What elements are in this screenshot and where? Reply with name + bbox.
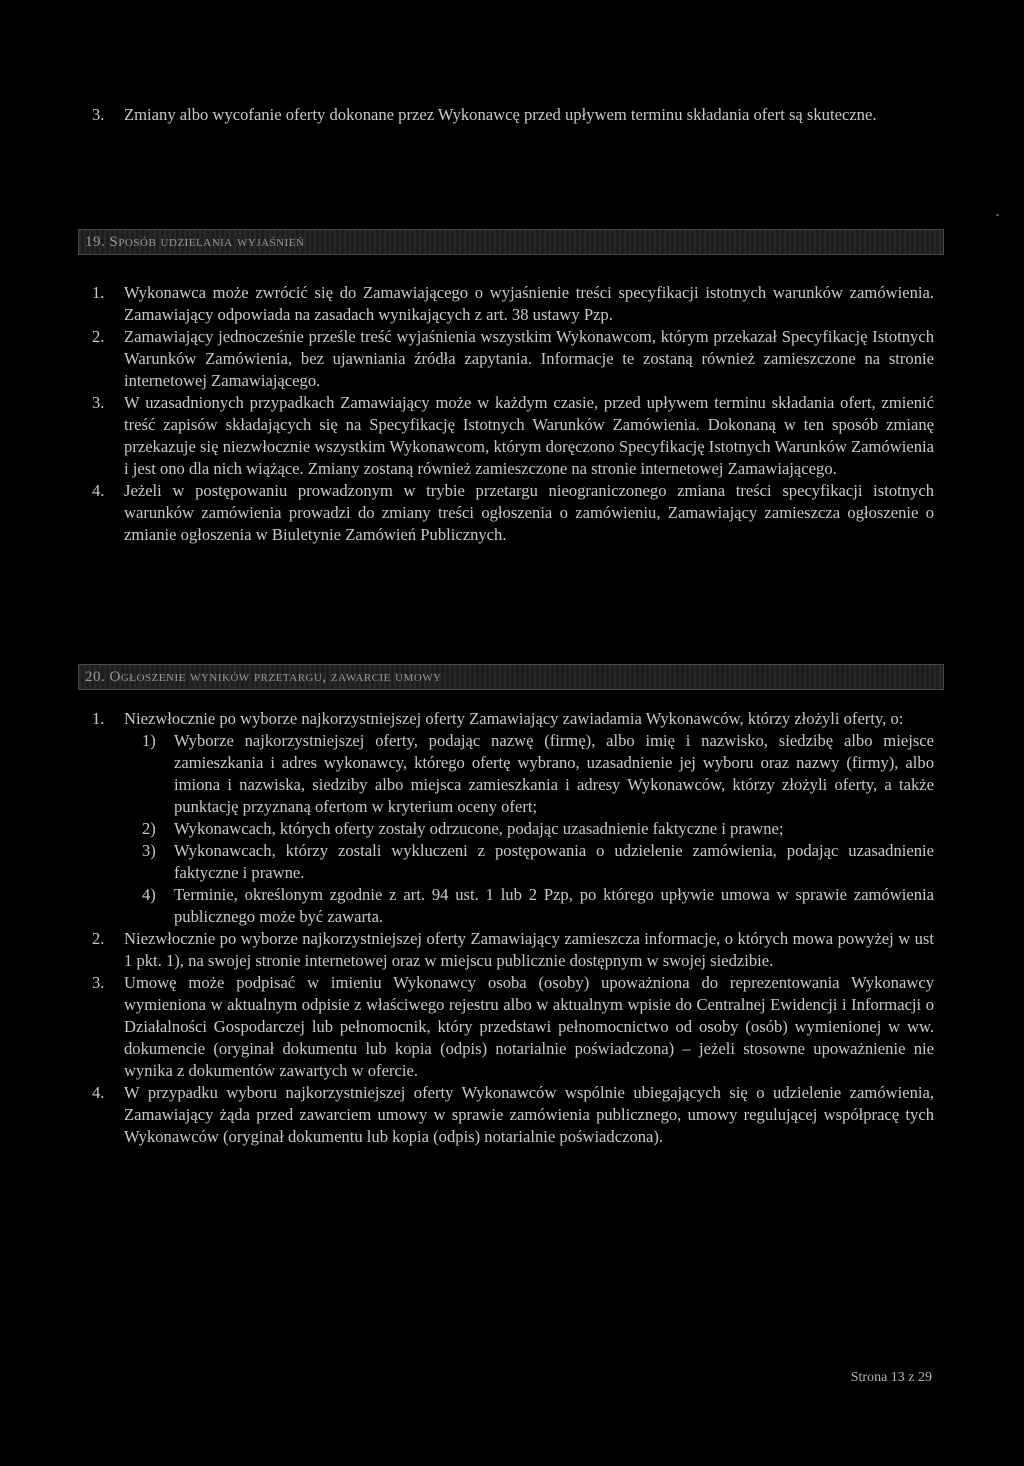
item-text: Jeżeli w postępowaniu prowadzonym w trybie przetargu nieograniczonego zmiana treści specyfikacji istotnych warunków zamówienia prowadzi do zmiany treści ogłoszenia o zamówieniu, Zamawiający zamieszcza ogłoszenie o zmianie ogłoszenia w Biuletynie Zamówień Publicznych. [124, 481, 934, 544]
item-number: 2. [92, 327, 105, 346]
sub-list-item [142, 818, 934, 840]
list-item [92, 928, 934, 972]
item-text: W uzasadnionych przypadkach Zamawiający może w każdym czasie, przed upływem terminu składania ofert, zmienić treść zapisów składających się na Specyfikację Istotnych Warunków Zamówienia. Dokonaną w ten sposób zmianę przekazuje się niezwłocznie wszystkim Wykonawcom, którym doręczono Specyfikację Istotnych Warunków Zamówienia i jest ono dla nich wiążące. Zmiany zostaną również zamieszczone na stronie internetowej Zamawiającego. [124, 393, 934, 478]
item-number: 1. [92, 709, 105, 728]
item-text: W przypadku wyboru najkorzystniejszej oferty Wykonawców wspólnie ubiegających się o udzielenie zamówienia, Zamawiający żąda przed zawarciem umowy w sprawie zamówienia publicznego, umowy regulującej współpracę tych Wykonawców (oryginał dokumentu lub kopia (odpis) notarialnie poświadczona). [124, 1083, 934, 1146]
item-text: Zamawiający jednocześnie prześle treść wyjaśnienia wszystkim Wykonawcom, którym przekazał Specyfikację Istotnych Warunków Zamówienia, bez ujawniania źródła zapytania. Informacje te zostaną również zamieszczone na stronie internetowej Zamawiającego. [124, 327, 934, 390]
item-text: Niezwłocznie po wyborze najkorzystniejszej oferty Zamawiający zamieszcza informacje, o których mowa powyżej w ust 1 pkt. 1), na swojej stronie internetowej oraz w miejscu publicznie dostępnym w swojej siedzibie. [124, 929, 934, 970]
item-number: 4. [92, 1083, 105, 1102]
sub-item-number: 2) [142, 819, 156, 838]
item-number: 3. [92, 973, 105, 992]
scan-speck [996, 214, 999, 216]
list-item [92, 392, 934, 480]
list-item [92, 480, 934, 546]
item-number: 3. [92, 105, 105, 124]
list-item [92, 326, 934, 392]
sub-item-text: Wykonawcach, którzy zostali wykluczeni z postępowania o udzielenie zamówienia, podając uzasadnienie faktyczne i prawne. [174, 841, 934, 882]
sub-item-number: 4) [142, 885, 156, 904]
item-number: 4. [92, 481, 105, 500]
item-number: 2. [92, 929, 105, 948]
page-number: Strona 13 z 29 [850, 1370, 932, 1385]
sub-item-number: 1) [142, 731, 156, 750]
sub-list-item [142, 730, 934, 818]
list-item [92, 708, 934, 730]
sub-list-item [142, 884, 934, 928]
list-item [92, 282, 934, 326]
sub-item-text: Terminie, określonym zgodnie z art. 94 ust. 1 lub 2 Pzp, po którego upływie umowa w sprawie zamówienia publicznego może być zawarta. [174, 885, 934, 926]
sub-item-text: Wykonawcach, których oferty zostały odrzucone, podając uzasadnienie faktyczne i prawne; [174, 819, 784, 838]
intro-paragraph [92, 104, 934, 126]
item-text: Niezwłocznie po wyborze najkorzystniejszej oferty Zamawiający zawiadamia Wykonawców, którzy złożyli oferty, o: [124, 709, 904, 728]
section-20-list [92, 708, 934, 1148]
list-item [92, 1082, 934, 1148]
sub-item-text: Wyborze najkorzystniejszej oferty, podając nazwę (firmę), albo imię i nazwisko, siedzibę albo miejsce zamieszkania i adres wykonawcy, którego ofertę wybrano, uzasadnienie jej wyboru oraz nazwy (firmy), albo imiona i nazwiska, siedziby albo miejsca zamieszkania i adresy Wykonawców, którzy złożyli oferty, a także punktację przyznaną ofertom w kryterium oceny ofert; [174, 731, 934, 816]
section-19-list [92, 282, 934, 546]
item-number: 1. [92, 283, 105, 302]
item-text: Umowę może podpisać w imieniu Wykonawcy osoba (osoby) upoważniona do reprezentowania Wykonawcy wymieniona w aktualnym odpisie z właściwego rejestru albo w aktualnym wpisie do Centralnej Ewidencji i Informacji o Działalności Gospodarczej lub pełnomocnik, który przedstawi pełnomocnictwo od osoby (osób) wymienionej w ww. dokumencie (oryginał dokumentu lub kopia (odpis) notarialnie poświadczona) – jeżeli stosowne upoważnienie nie wynika z dokumentów zawartych w ofercie. [124, 973, 934, 1080]
list-item [92, 972, 934, 1082]
item-number: 3. [92, 393, 105, 412]
section-heading: 20. Ogłoszenie wyników przetargu, zawarcie umowy [85, 669, 442, 685]
sub-list-item [142, 840, 934, 884]
item-text: Zmiany albo wycofanie oferty dokonane przez Wykonawcę przed upływem terminu składania ofert są skuteczne. [124, 105, 877, 124]
list-item [92, 104, 934, 126]
section-heading: 19. Sposób udzielania wyjaśnień [85, 234, 305, 250]
sub-item-number: 3) [142, 841, 156, 860]
section-20-header [78, 664, 944, 690]
item-text: Wykonawca może zwrócić się do Zamawiającego o wyjaśnienie treści specyfikacji istotnych warunków zamówienia. Zamawiający odpowiada na zasadach wynikających z art. 38 ustawy Pzp. [124, 283, 934, 324]
section-19-header [78, 229, 944, 255]
